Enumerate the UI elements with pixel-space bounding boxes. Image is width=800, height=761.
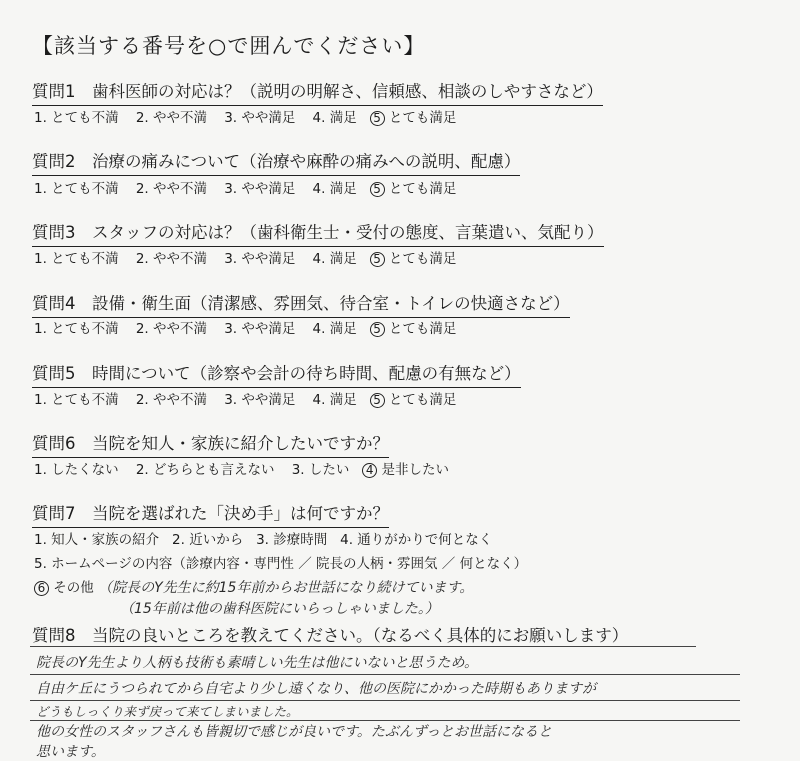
selected-option: とても満足 [388, 110, 457, 126]
option[interactable]: 4. 満足 [312, 251, 357, 267]
selected-option: とても満足 [388, 251, 457, 267]
question-4-options [34, 317, 456, 337]
option[interactable]: 4. 通りがかりで何となく [340, 532, 493, 548]
option[interactable]: 2. やや不満 [135, 392, 208, 408]
option[interactable]: 1. とても不満 [34, 392, 119, 408]
selected-circle[interactable]: 5 [370, 182, 385, 197]
option[interactable]: 3. したい [291, 462, 350, 478]
handwritten-answer: 他の女性のスタッフさんも皆親切で感じが良いです。たぶんずっとお世話になると [36, 724, 553, 740]
option[interactable]: 3. やや満足 [224, 392, 296, 408]
question-6-options [34, 458, 449, 478]
selected-option: とても満足 [388, 392, 457, 408]
question-7-options-row1 [34, 528, 492, 548]
option[interactable]: 4. 満足 [312, 110, 357, 126]
handwritten-answer: 自由ケ丘にうつられてから自宅より少し遠くなり、他の医院にかかった時期もありますが [36, 681, 596, 697]
option[interactable]: 1. とても不満 [34, 110, 119, 126]
selected-circle[interactable]: 4 [362, 463, 377, 478]
option[interactable]: 3. やや満足 [224, 181, 296, 197]
option[interactable]: 3. やや満足 [224, 251, 296, 267]
selected-circle[interactable]: 5 [370, 252, 385, 267]
page-title: 【該当する番号を○で囲んでください】 [32, 34, 426, 58]
option[interactable]: 4. 満足 [312, 181, 357, 197]
option[interactable]: 1. 知人・家族の紹介 [34, 532, 160, 548]
handwritten-answer: 院長のY先生より人柄も技術も素晴しい先生は他にいないと思うため。 [36, 655, 478, 671]
question-3-label: 質問3 スタッフの対応は？（歯科衛生士・受付の態度、言葉遣い、気配り） [32, 219, 604, 247]
question-7-label: 質問7 当院を選ばれた「決め手」は何ですか？ [32, 500, 389, 528]
question-7-option-5[interactable]: 5. ホームページの内容（診療内容・専門性 ／ 院長の人柄・雰囲気 ／ 何となく） [34, 556, 528, 572]
question-5-options [34, 388, 456, 408]
question-2-label: 質問2 治療の痛みについて（治療や麻酔の痛みへの説明、配慮） [32, 148, 520, 176]
question-6-label: 質問6 当院を知人・家族に紹介したいですか？ [32, 430, 389, 458]
handwritten-answer: 思います。 [36, 744, 105, 760]
option[interactable]: 1. したくない [34, 462, 119, 478]
handwritten-answer: （15年前は他の歯科医院にいらっしゃいました。） [120, 601, 439, 617]
question-8-label: 質問8 当院の良いところを教えてください。（なるべく具体的にお願いします） [32, 626, 629, 645]
question-4-label: 質問4 設備・衛生面（清潔感、雰囲気、待合室・トイレの快適さなど） [32, 290, 570, 318]
question-2-options [34, 177, 456, 197]
question-1-options [34, 106, 456, 126]
selected-circle[interactable]: 5 [370, 322, 385, 337]
handwritten-answer: （院長のY先生に約15年前からお世話になり続けています。 [98, 580, 474, 596]
selected-circle[interactable]: 5 [370, 393, 385, 408]
option[interactable]: 4. 満足 [312, 321, 357, 337]
option[interactable]: 2. どちらとも言えない [135, 462, 275, 478]
divider [30, 646, 696, 647]
option[interactable]: 1. とても不満 [34, 251, 119, 267]
ruled-line [30, 674, 740, 675]
option[interactable]: 4. 満足 [312, 392, 357, 408]
option[interactable]: 3. 診療時間 [256, 532, 328, 548]
selected-option: とても満足 [388, 181, 457, 197]
option[interactable]: 3. やや満足 [224, 110, 296, 126]
selected-circle[interactable]: 5 [370, 111, 385, 126]
selected-option: とても満足 [388, 321, 457, 337]
question-3-options [34, 247, 456, 267]
option[interactable]: 2. やや不満 [135, 251, 208, 267]
question-1-label: 質問1 歯科医師の対応は？（説明の明解さ、信頼感、相談のしやすさなど） [32, 78, 603, 106]
option[interactable]: 2. やや不満 [135, 110, 208, 126]
option[interactable]: 1. とても不満 [34, 181, 119, 197]
option[interactable]: 2. 近いから [172, 532, 244, 548]
option[interactable]: 3. やや満足 [224, 321, 296, 337]
selected-circle[interactable]: 6 [34, 581, 49, 596]
other-label: その他 [53, 580, 94, 596]
handwritten-answer: どうもしっくり来ず戻って来てしまいました。 [36, 704, 299, 719]
question-5-label: 質問5 時間について（診察や会計の待ち時間、配慮の有無など） [32, 360, 521, 388]
selected-option: 是非したい [381, 462, 450, 478]
question-7-option-6 [34, 576, 473, 597]
option[interactable]: 1. とても不満 [34, 321, 119, 337]
option[interactable]: 2. やや不満 [135, 321, 208, 337]
option[interactable]: 2. やや不満 [135, 181, 208, 197]
